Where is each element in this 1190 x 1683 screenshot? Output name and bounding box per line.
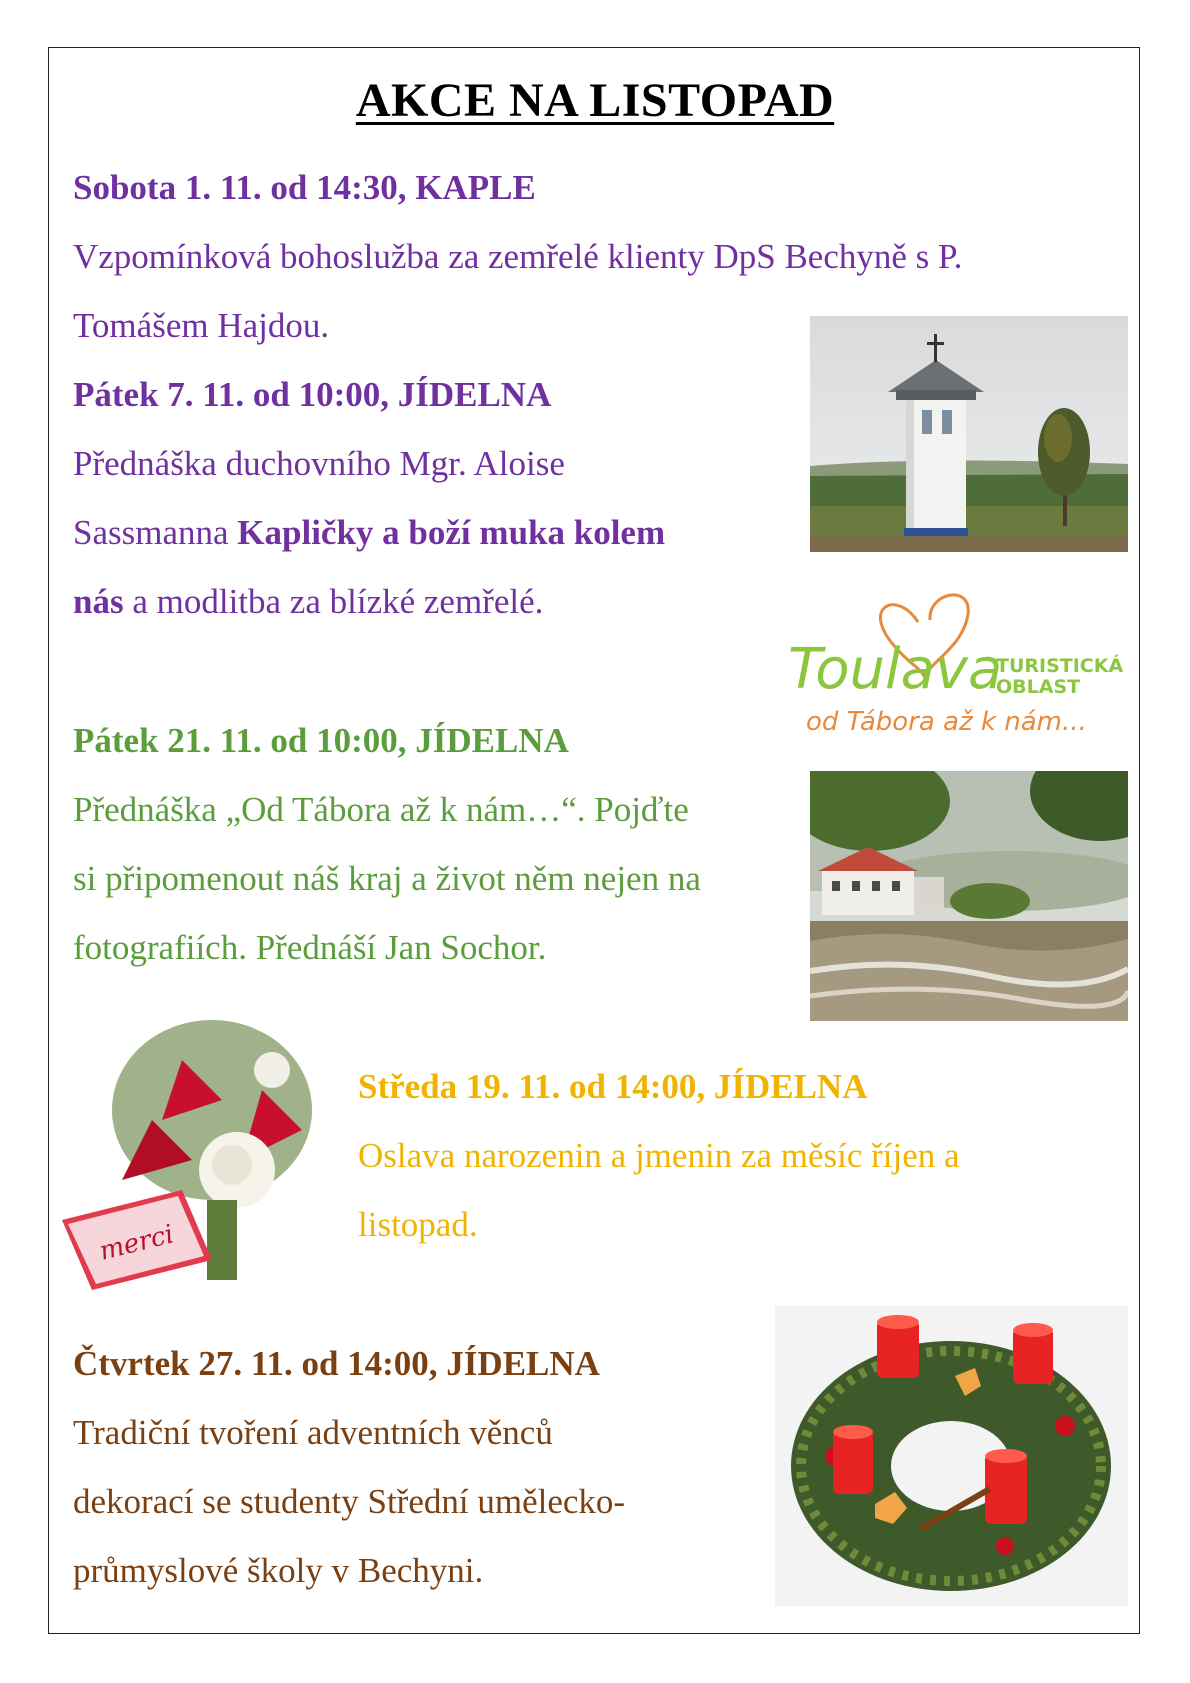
event-1-heading: Sobota 1. 11. od 14:30, KAPLE [73,168,536,207]
chapel-photo [810,316,1128,552]
toulava-logo [788,580,1128,740]
mill-river-photo [810,771,1128,1021]
event-2-text-plain-2: a modlitba za blízké zemřelé. [123,582,544,621]
flower-bouquet-image [62,1010,334,1300]
event-3-text-line-3: fotografiích. Přednáší Jan Sochor. [73,928,547,967]
event-3-text-line-1: Přednáška „Od Tábora až k nám…“. Pojďte [73,790,689,829]
event-2-text-bold: Kapličky a boží muka kolem [237,513,666,552]
event-1-text-line-2: Tomášem Hajdou. [73,306,330,345]
event-3-heading: Pátek 21. 11. od 10:00, JÍDELNA [73,721,569,760]
event-4-text-line-1: Oslava narozenin a jmenin za měsíc říjen a [358,1136,960,1175]
advent-wreath-image [775,1306,1128,1606]
event-3-text-line-2: si připomenout náš kraj a život něm nejen na [73,859,701,898]
event-2-text-line-3 [73,584,543,619]
svg-text:merci: merci [96,1219,177,1267]
logo-name: Toulava [788,637,1003,702]
event-5-heading: Čtvrtek 27. 11. od 14:00, JÍDELNA [73,1344,600,1383]
event-5-text-line-1: Tradiční tvoření adventních věnců [73,1413,553,1452]
event-2-text-line-2 [73,515,665,550]
logo-slogan: od Tábora až k nám... [806,707,1087,737]
event-4-text-line-2: listopad. [358,1205,478,1244]
logo-tag-1: TURISTICKÁ [996,655,1124,677]
event-2-heading: Pátek 7. 11. od 10:00, JÍDELNA [73,375,552,414]
event-1-text-line-1: Vzpomínková bohoslužba za zemřelé klienty DpS Bechyně s P. [73,237,963,276]
page-title: AKCE NA LISTOPAD [355,74,835,127]
event-5-text-line-2: dekorací se studenty Střední umělecko- [73,1482,626,1521]
logo-tag-2: OBLAST [996,676,1081,698]
event-5-text-line-3: průmyslové školy v Bechyni. [73,1551,484,1590]
event-2-text-plain: Sassmanna [73,513,238,552]
event-2-text-line-1: Přednáška duchovního Mgr. Aloise [73,444,565,483]
event-2-text-bold-2: nás [73,582,124,621]
event-4-heading: Středa 19. 11. od 14:00, JÍDELNA [358,1067,868,1106]
